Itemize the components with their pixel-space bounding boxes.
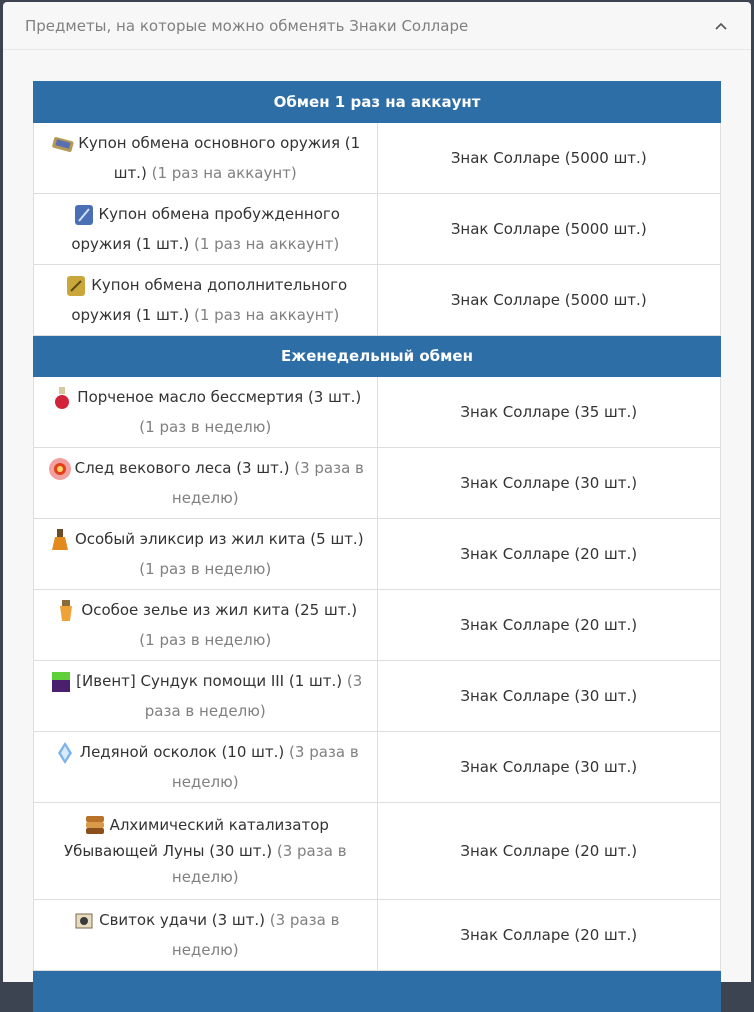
item-cell xyxy=(34,519,378,590)
coupon-scroll-icon xyxy=(50,131,76,157)
orange-potion-icon xyxy=(53,598,79,624)
item-cell xyxy=(34,123,378,194)
section-title: Еженедельный обмен xyxy=(34,336,721,377)
panel-title: Предметы, на которые можно обменять Знаки Солларе xyxy=(25,16,469,35)
item-cell xyxy=(34,590,378,661)
table-row xyxy=(34,900,721,971)
awakened-coupon-icon xyxy=(71,202,97,228)
section-header xyxy=(34,82,721,123)
red-potion-icon xyxy=(49,385,75,411)
item-name: Купон обмена пробужденного оружия (1 шт.) xyxy=(71,205,340,253)
orange-flask-icon xyxy=(47,527,73,553)
cost-cell: Знак Солларе (35 шт.) xyxy=(377,377,721,448)
item-limit: (1 раз в неделю) xyxy=(139,560,272,578)
item-name: Купон обмена основного оружия (1 шт.) xyxy=(78,134,361,182)
cost-cell: Знак Солларе (30 шт.) xyxy=(377,732,721,803)
table-row xyxy=(34,590,721,661)
purple-chest-icon xyxy=(48,669,74,695)
exchange-panel xyxy=(3,2,751,982)
cost-cell: Знак Солларе (5000 шт.) xyxy=(377,194,721,265)
item-limit: (3 раза в неделю) xyxy=(144,672,363,720)
item-cell xyxy=(34,661,378,732)
table-row xyxy=(34,448,721,519)
cost-cell: Знак Солларе (20 шт.) xyxy=(377,900,721,971)
item-name: След векового леса (3 шт.) xyxy=(74,459,290,477)
item-cell xyxy=(34,803,378,900)
item-name: Особый эликсир из жил кита (5 шт.) xyxy=(74,530,364,548)
item-cell xyxy=(34,900,378,971)
ice-shard-icon xyxy=(52,740,78,766)
item-name: Порченое масло бессмертия (3 шт.) xyxy=(77,388,362,406)
table-row xyxy=(34,661,721,732)
table-row xyxy=(34,194,721,265)
item-name: Алхимический катализатор Убывающей Луны (30 шт.) xyxy=(63,815,329,861)
luck-scroll-icon xyxy=(71,908,97,934)
catalyst-icon xyxy=(82,812,108,838)
cost-cell: Знак Солларе (30 шт.) xyxy=(377,448,721,519)
item-limit: (1 раз в неделю) xyxy=(139,418,272,436)
chevron-up-icon[interactable] xyxy=(713,18,729,34)
gold-coupon-icon xyxy=(63,273,89,299)
section-header xyxy=(34,336,721,377)
cost-cell: Знак Солларе (5000 шт.) xyxy=(377,265,721,336)
item-limit: (3 раза в неделю) xyxy=(171,743,359,791)
item-name: [Ивент] Сундук помощи III (1 шт.) xyxy=(76,672,343,690)
item-name: Купон обмена дополнительного оружия (1 шт.) xyxy=(71,276,348,324)
fire-orb-icon xyxy=(47,456,73,482)
item-limit: (1 раз на аккаунт) xyxy=(151,164,297,182)
section-title: Обмен 1 раз на аккаунт xyxy=(34,82,721,123)
table-row xyxy=(34,265,721,336)
item-cell xyxy=(34,194,378,265)
item-cell xyxy=(34,732,378,803)
item-limit: (1 раз на аккаунт) xyxy=(194,306,340,324)
item-cell xyxy=(34,377,378,448)
item-limit: (1 раз на аккаунт) xyxy=(194,235,340,253)
table-row xyxy=(34,377,721,448)
item-name: Особое зелье из жил кита (25 шт.) xyxy=(81,601,358,619)
cost-cell: Знак Солларе (20 шт.) xyxy=(377,803,721,900)
item-name: Ледяной осколок (10 шт.) xyxy=(79,743,285,761)
item-cell xyxy=(34,448,378,519)
cost-cell: Знак Солларе (20 шт.) xyxy=(377,519,721,590)
item-cell xyxy=(34,265,378,336)
cost-cell: Знак Солларе (20 шт.) xyxy=(377,590,721,661)
panel-header[interactable] xyxy=(3,2,751,50)
exchange-table xyxy=(33,81,721,1012)
item-name: Свиток удачи (3 шт.) xyxy=(99,911,265,929)
table-row xyxy=(34,519,721,590)
item-limit: (1 раз в неделю) xyxy=(139,631,272,649)
table-row xyxy=(34,803,721,900)
item-limit: (3 раза в неделю) xyxy=(171,459,364,507)
item-limit: (3 раза в неделю) xyxy=(171,911,340,959)
item-limit: (3 раза в неделю) xyxy=(171,842,347,887)
table-row xyxy=(34,123,721,194)
table-row xyxy=(34,732,721,803)
section-header-next xyxy=(34,971,721,1012)
cost-cell: Знак Солларе (5000 шт.) xyxy=(377,123,721,194)
cost-cell: Знак Солларе (30 шт.) xyxy=(377,661,721,732)
